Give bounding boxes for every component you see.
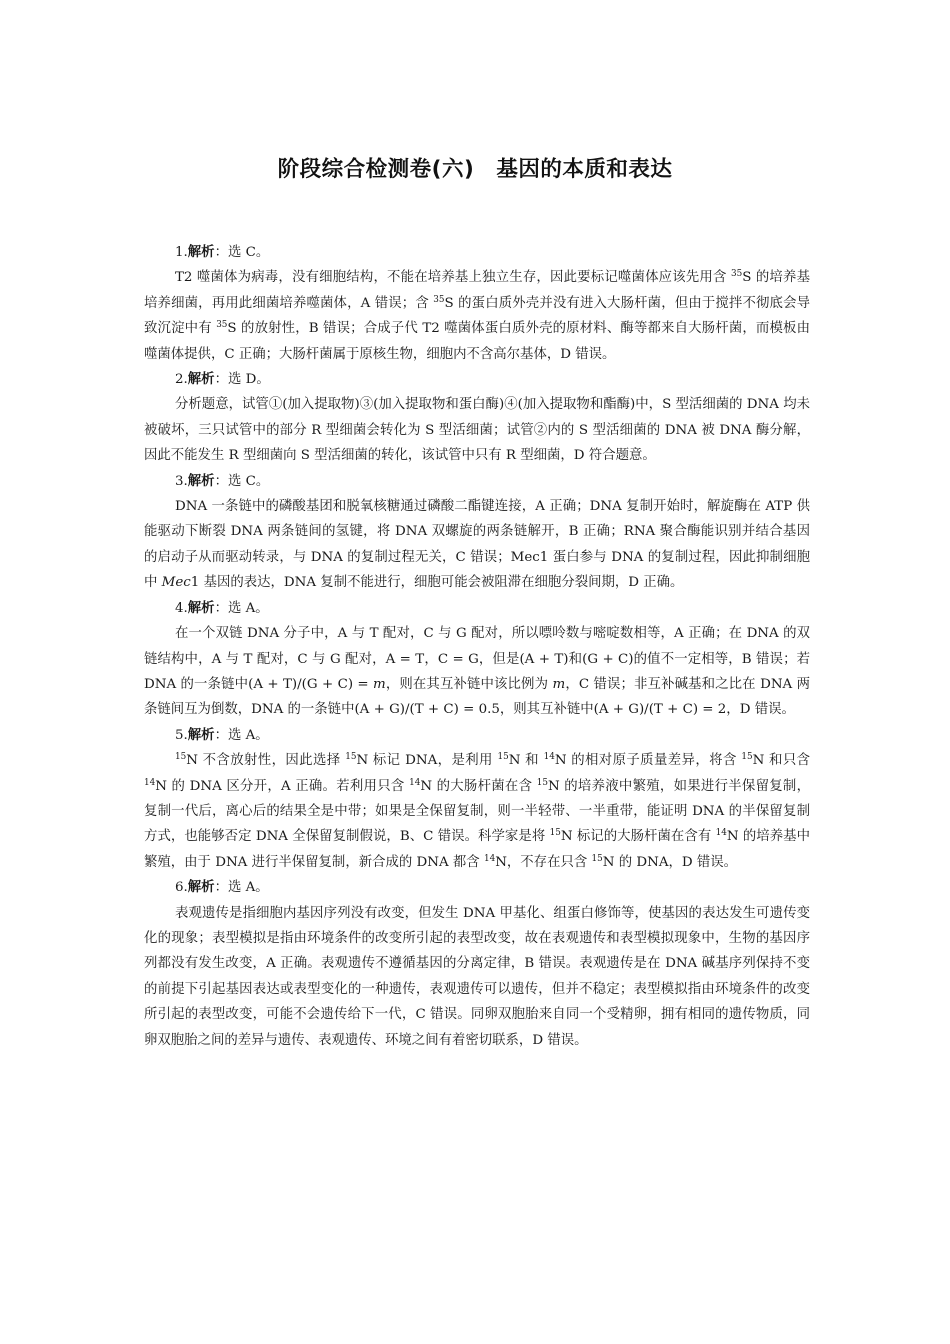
answer-explanation-4: 在一个双链 DNA 分子中，A 与 T 配对，C 与 G 配对，所以嘌呤数与嘧啶数相等，A 正确；在 DNA 的双链结构中，A 与 T 配对，C 与 G 配对，A = T，C = G，但是(A + T)和(G + C)的值不一定相等，B 错误；若 DNA 的一条链中(A + T)/(G + C) = m，则在其互补链中该比例为 m，C 错误；非互补碱基和之比在 DNA 两条链间互为倒数，DNA 的一条链中(A + G)/(T + C) = 0.5，则其互补链中(A + G)/(T + C) = 2，D 错误。 (144, 626, 810, 718)
answer-number: 5. (175, 727, 188, 743)
answer-heading-3 (144, 469, 810, 494)
answer-heading-5 (144, 723, 810, 748)
answer-choice: ：选 A。 (214, 600, 269, 616)
answer-choice: ：选 C。 (214, 473, 270, 489)
answer-explanation-2: 分析题意，试管①(加入提取物)③(加入提取物和蛋白酶)④(加入提取物和酯酶)中，S 型活细菌的 DNA 均未被破坏，三只试管中的部分 R 型细菌会转化为 S 型活细菌；试管②内的 S 型活细菌的 DNA 被 DNA 酶分解，因此不能发生 R 型细菌向 S 型活细菌的转化，该试管中只有 R 型细菌，D 符合题意。 (144, 397, 810, 464)
answer-label: 解析 (187, 245, 215, 260)
answer-label: 解析 (187, 473, 215, 489)
answer-number: 1. (175, 245, 188, 260)
answer-choice: ：选 C。 (214, 245, 270, 260)
answer-explanation-5: $^{15}$N 不含放射性，因此选择 $^{15}$N 标记 DNA，是利用 $^{15}$N 和 $^{14}$N 的相对原子质量差异，将含 $^{15}$N 和只含 $^{14}$N 的 DNA 区分开，A 正确。若利用只含 $^{14}$N 的大肠杆菌在含 $^{15}$N 的培养液中繁殖，如果进行半保留复制，复制一代后，离心后的结果全是中带；如果是全保留复制，则一半轻带、一半重带，能证明 DNA 的半保留复制方式，也能够否定 DNA 全保留复制假说，B、C 错误。科学家是将 $^{15}$N 标记的大肠杆菌在含有 $^{14}$N 的培养基中繁殖，由于 DNA 进行半保留复制，新合成的 DNA 都含 $^{14}$N，不存在只含 $^{15}$N 的 DNA，D 错误。 (144, 752, 811, 870)
answer-label: 解析 (187, 372, 215, 388)
answer-choice: ：选 D。 (214, 372, 270, 388)
answer-label: 解析 (187, 880, 215, 896)
answer-number: 2. (175, 372, 188, 388)
answer-list (144, 240, 810, 1053)
answer-label: 解析 (187, 727, 215, 743)
answer-explanation-6: 表观遗传是指细胞内基因序列没有改变，但发生 DNA 甲基化、组蛋白修饰等，使基因的表达发生可遗传变化的现象；表型模拟是指由环境条件的改变所引起的表型改变，故在表观遗传和表型模拟现象中，生物的基因序列都没有发生改变，A 正确。表观遗传不遵循基因的分离定律，B 错误。表观遗传是在 DNA 碱基序列保持不变的前提下引起基因表达或表型变化的一种遗传，表观遗传可以遗传，但并不稳定；表型模拟指由环境条件的改变所引起的表型改变，可能不会遗传给下一代，C 错误。同卵双胞胎来自同一个受精卵，拥有相同的遗传物质，同卵双胞胎之间的差异与遗传、表观遗传、环境之间有着密切联系，D 错误。 (144, 905, 810, 1048)
page-title: 阶段综合检测卷(六) 基因的本质和表达 (277, 157, 673, 182)
answer-number: 3. (175, 473, 188, 489)
answer-explanation-3: DNA 一条链中的磷酸基团和脱氧核糖通过磷酸二酯键连接，A 正确；DNA 复制开始时，解旋酶在 ATP 供能驱动下断裂 DNA 两条链间的氢键，将 DNA 双螺旋的两条链解开，B 正确；RNA 聚合酶能识别并结合基因的启动子从而驱动转录，与 DNA 的复制过程无关，C 错误；Mec1 蛋白参与 DNA 的复制过程，因此抑制细胞中 Mec1 基因的表达，DNA 复制不能进行，细胞可能会被阻滞在细胞分裂间期，D 正确。 (144, 499, 810, 591)
answer-choice: ：选 A。 (214, 880, 269, 896)
answer-number: 6. (175, 880, 188, 896)
answer-heading-1 (144, 240, 810, 265)
answer-heading-6 (144, 875, 810, 900)
answer-label: 解析 (187, 600, 215, 616)
answer-heading-4 (144, 596, 810, 621)
answer-number: 4. (175, 600, 188, 616)
answer-explanation-1: T2 噬菌体为病毒，没有细胞结构，不能在培养基上独立生存，因此要标记噬菌体应该先用含 $^{35}$S 的培养基培养细菌，再用此细菌培养噬菌体，A 错误；含 $^{35}$S 的蛋白质外壳并没有进入大肠杆菌，但由于搅拌不彻底会导致沉淀中有 $^{35}$S 的放射性，B 错误；合成子代 T2 噬菌体蛋白质外壳的原材料、酶等都来自大肠杆菌，而模板由噬菌体提供，C 正确；大肠杆菌属于原核生物，细胞内不含高尔基体，D 错误。 (144, 269, 811, 362)
answer-heading-2 (144, 367, 810, 392)
answer-choice: ：选 A。 (214, 727, 269, 743)
